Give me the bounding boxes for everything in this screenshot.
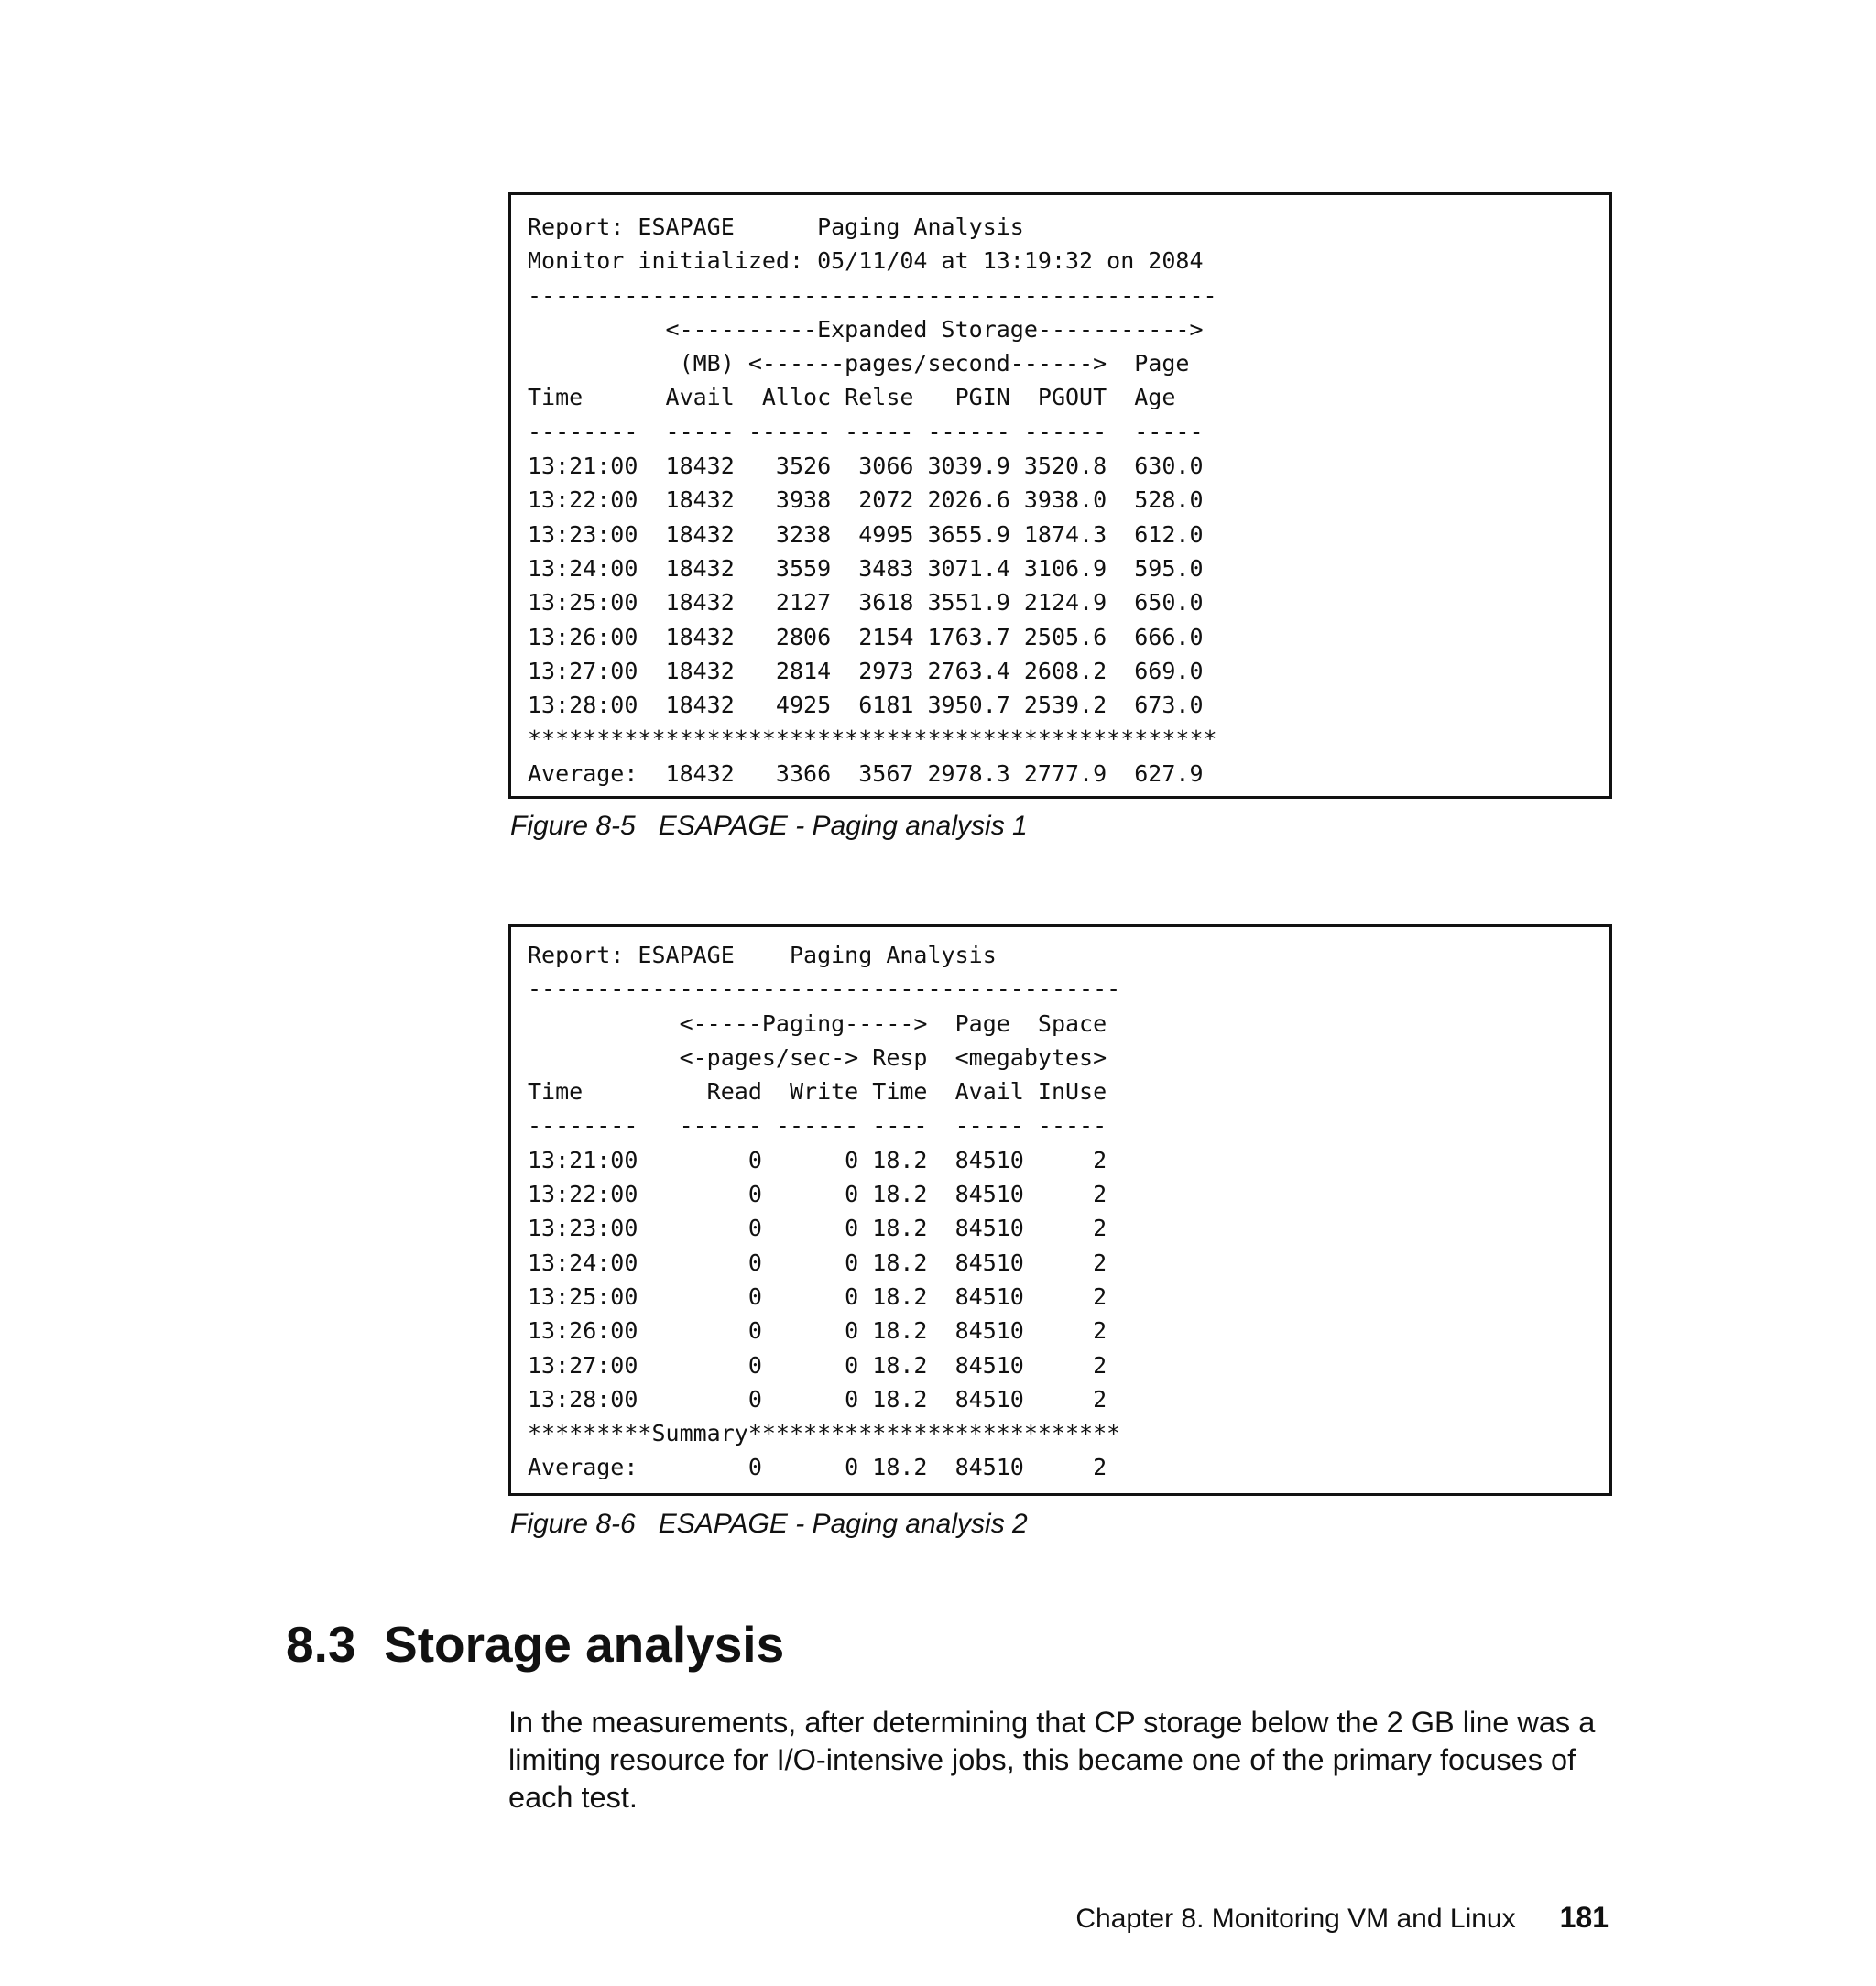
page-number: 181 (1559, 1901, 1609, 1934)
report-listing-esapage-1: Report: ESAPAGE Paging Analysis Monitor initialized: 05/11/04 at 13:19:32 on 2084 -------------------------------------------------- <----------Expanded Storage-----------> (MB) <------pages/second------> Page Time Avail Alloc Relse PGIN PGOUT Age -------- ----- ------ ----- ------ ------ ----- 13:21:00 18432 3526 3066 3039.9 3520.8 630.0 13:22:00 18432 3938 2072 2026.6 3938.0 528.0 13:23:00 18432 3238 4995 3655.9 1874.3 612.0 13:24:00 18432 3559 3483 3071.4 3106.9 595.0 13:25:00 18432 2127 3618 3551.9 2124.9 650.0 13:26:00 18432 2806 2154 1763.7 2505.6 666.0 13:27:00 18432 2814 2973 2763.4 2608.2 669.0 13:28:00 18432 4925 6181 3950.7 2539.2 673.0 ************************************************** Average: 18432 3366 3567 2978.3 2777.9 627.9 (528, 213, 1217, 787)
section-heading: 8.3 Storage analysis (286, 1616, 785, 1673)
report-box-paging-analysis-1 (508, 192, 1612, 799)
figure-caption-8-5: Figure 8-5 ESAPAGE - Paging analysis 1 (510, 811, 1028, 841)
figure-caption-8-6: Figure 8-6 ESAPAGE - Paging analysis 2 (510, 1509, 1028, 1539)
page-footer (1075, 1901, 1609, 1935)
report-box-paging-analysis-2 (508, 924, 1612, 1496)
body-paragraph: In the measurements, after determining that CP storage below the 2 GB line was a limiting resource for I/O-intensive jobs, this became one of the primary focuses of each test. (508, 1706, 1596, 1814)
footer-chapter-title: Chapter 8. Monitoring VM and Linux (1075, 1904, 1516, 1934)
report-listing-esapage-2: Report: ESAPAGE Paging Analysis ------------------------------------------- <-----Paging-----> Page Space <-pages/sec-> Resp <megabytes> Time Read Write Time Avail InUse -------- ------ ------ ---- ----- ----- 13:21:00 0 0 18.2 84510 2 13:22:00 0 0 18.2 84510 2 13:23:00 0 0 18.2 84510 2 13:24:00 0 0 18.2 84510 2 13:25:00 0 0 18.2 84510 2 13:26:00 0 0 18.2 84510 2 13:27:00 0 0 18.2 84510 2 13:28:00 0 0 18.2 84510 2 *********Summary*************************** Average: 0 0 18.2 84510 2 (528, 942, 1121, 1481)
